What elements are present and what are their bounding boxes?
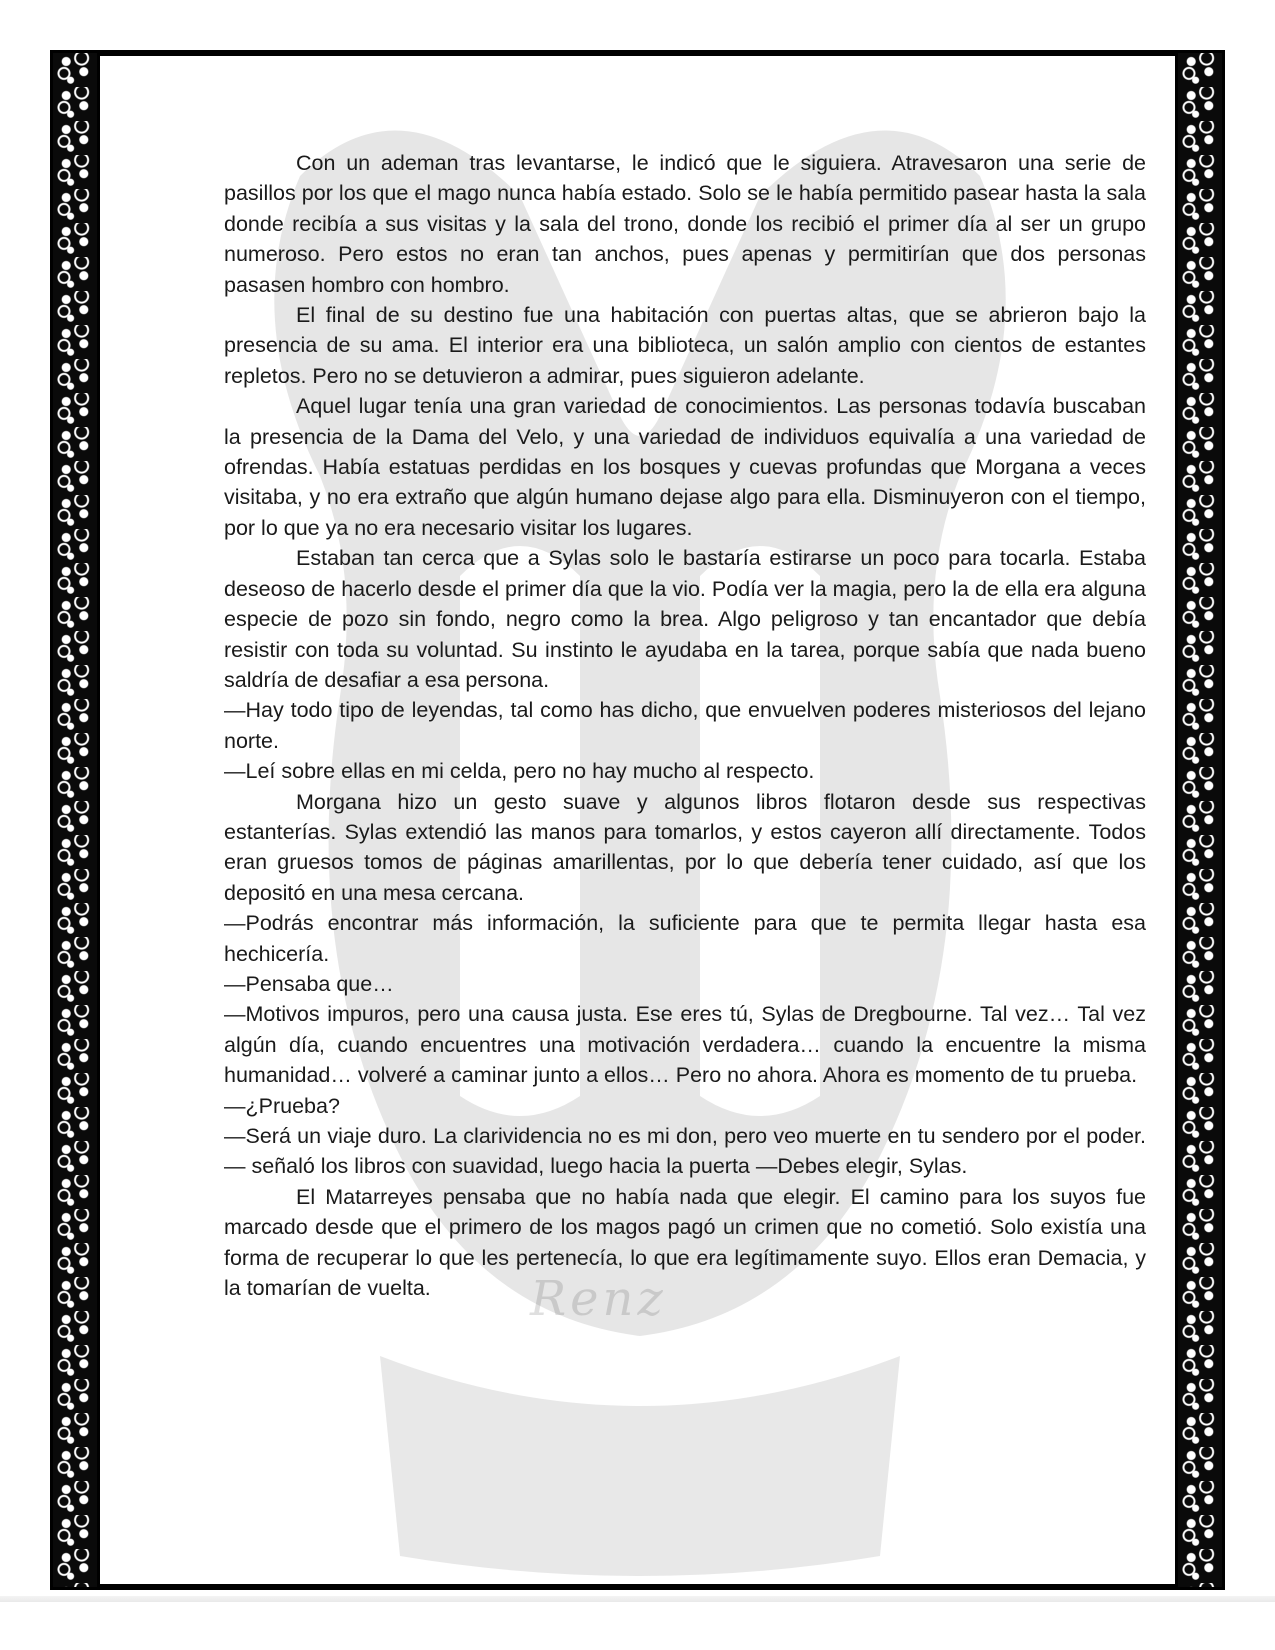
page-body bbox=[100, 56, 1175, 1584]
dialogue-line: —Leí sobre ellas en mi celda, pero no hay mucho al respecto. bbox=[224, 759, 815, 784]
watermark-signature: Renz bbox=[530, 1271, 667, 1327]
paragraph: El final de su destino fue una habitación con puertas altas, que se abrieron bajo la presencia de su ama. El interior era una biblioteca, un salón amplio con cientos de estantes repletos. Pero no se detuvieron a admirar, pues siguieron adelante. bbox=[224, 303, 1146, 388]
paragraph: Morgana hizo un gesto suave y algunos libros flotaron desde sus respectivas estanterías. Sylas extendió las manos para tomarlos, y estos cayeron allí directamente. Todos eran gruesos tomos de páginas amarillentas, por lo que debería tener cuidado, así que los depositó en una mesa cercana. bbox=[224, 789, 1146, 905]
paragraph: Aquel lugar tenía una gran variedad de conocimientos. Las personas todavía buscaban la presencia de la Dama del Velo, y una variedad de individuos equivalía a una variedad de ofrendas. Había estatuas perdidas en los bosques y cuevas profundas que Morgana a veces visitaba, y no era extraño que algún humano dejase algo para ella. Disminuyeron con el tiempo, por lo que ya no era necesario visitar los lugares. bbox=[224, 394, 1146, 540]
page-frame bbox=[50, 50, 1225, 1590]
paragraph: Estaban tan cerca que a Sylas solo le bastaría estirarse un poco para tocarla. Estaba deseoso de hacerlo desde el primer día que la vio. Podía ver la magia, pero la de ella era alguna especie de pozo sin fondo, negro como la brea. Algo peligroso y tan encantador que debía resistir con toda su voluntad. Su instinto le ayudaba en la tarea, porque sabía que nada bueno saldría de desafiar a esa persona. bbox=[224, 546, 1146, 692]
paragraph: Con un ademan tras levantarse, le indicó que le siguiera. Atravesaron una serie de pasillos por los que el mago nunca había estado. Solo se le había permitido pasear hasta la sala donde recibía a sus visitas y la sala del trono, donde los recibió el primer día al ser un grupo numeroso. Pero estos no eran tan anchos, pues apenas y permitirían que dos personas pasasen hombro con hombro. bbox=[224, 151, 1146, 297]
paragraph: El Matarreyes pensaba que no había nada que elegir. El camino para los suyos fue marcado desde que el primero de los magos pagó un crimen que no cometió. Solo existía una forma de recuperar lo que les pertenecía, lo que era legítimamente suyo. Ellos eran Demacia, y la tomarían de vuelta. bbox=[224, 1184, 1146, 1301]
dialogue-line: —Podrás encontrar más información, la suficiente para que te permita llegar hasta esa hechicería. bbox=[224, 911, 1146, 966]
dialogue-line: —¿Prueba? bbox=[224, 1093, 340, 1118]
dialogue-line: —Será un viaje duro. La clarividencia no es mi don, pero veo muerte en tu sendero por el poder. — señaló los libros con suavidad, luego hacia la puerta —Debes elegir, Sylas. bbox=[224, 1124, 1146, 1179]
dialogue-line: —Hay todo tipo de leyendas, tal como has dicho, que envuelven poderes misteriosos del lejano norte. bbox=[224, 698, 1146, 753]
ornamental-border-left bbox=[53, 53, 97, 1587]
ornamental-border-right bbox=[1178, 53, 1222, 1587]
page-bottom-shadow bbox=[0, 1596, 1275, 1602]
dialogue-line: —Pensaba que… bbox=[224, 971, 394, 996]
body-text bbox=[224, 148, 1146, 1303]
dialogue-line: —Motivos impuros, pero una causa justa. Ese eres tú, Sylas de Dregbourne. Tal vez… Tal vez algún día, cuando encuentres una motivación verdadera… cuando la encuentre la misma humanidad… volveré a caminar junto a ellos… Pero no ahora. Ahora es momento de tu prueba. bbox=[224, 1002, 1146, 1088]
